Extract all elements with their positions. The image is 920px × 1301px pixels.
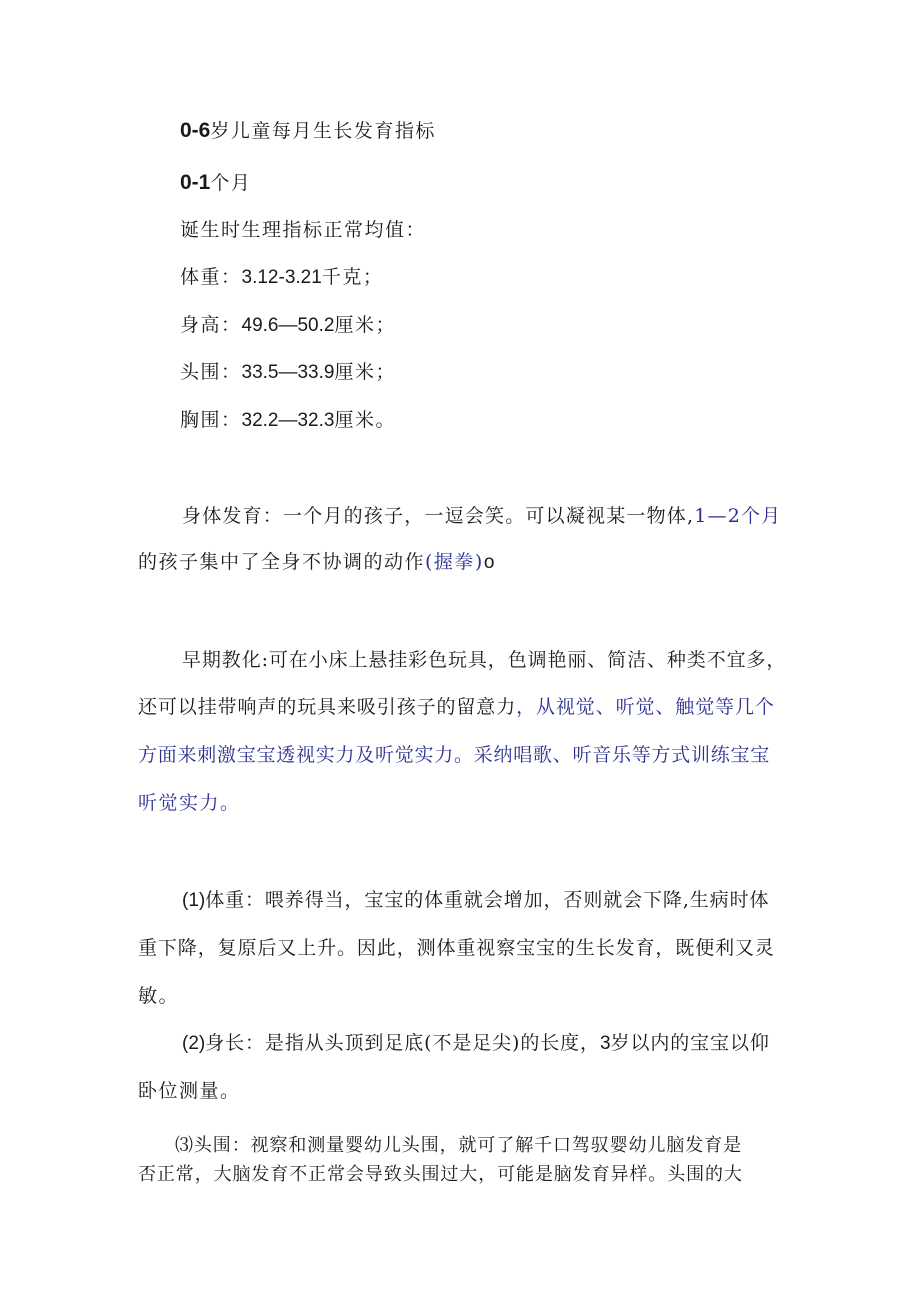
section-month-range: 0-1 <box>180 171 211 194</box>
vital-head-unit: 厘米； <box>334 361 396 383</box>
item-weight-line-1 <box>182 888 769 913</box>
vital-head-value: 33.5—33.9 <box>241 362 335 383</box>
physical-month-range: 1—2个月 <box>694 505 782 527</box>
item-length-age: 3 <box>599 1033 611 1054</box>
item-length-text: 身长：是指从头顶到足底(不是足尖)的长度， <box>205 1032 600 1054</box>
vitals-heading: 诞生时生理指标正常均值： <box>180 219 427 241</box>
vital-weight-unit: 千克； <box>321 266 384 288</box>
vital-height-unit: 厘米； <box>334 314 396 336</box>
physical-paragraph-line-1 <box>182 504 781 528</box>
document-title <box>180 119 436 143</box>
item-weight-number: (1) <box>182 890 206 911</box>
item-weight-line-3: 敏。 <box>138 985 180 1007</box>
vital-weight-value: 3.12-3.21 <box>241 267 322 288</box>
section-text: 个月 <box>210 172 252 194</box>
vital-chest-label: 胸围： <box>180 409 242 431</box>
vital-height <box>180 313 396 338</box>
item-head-line-1: ⑶头围：视察和测量婴幼儿头围，就可了解千口驾驭婴幼儿脑发育是 <box>175 1135 742 1156</box>
education-senses: ，从视觉、听觉、触觉等几个 <box>516 696 775 718</box>
vital-head <box>180 360 396 385</box>
item-weight-text: 体重：喂养得当，宝宝的体重就会增加，否则就会下降,生病时体 <box>205 889 770 911</box>
vital-chest-value: 32.2—32.3 <box>241 410 335 431</box>
education-text-2: 还可以挂带响声的玩具来吸引孩子的留意力 <box>138 696 517 718</box>
education-line-1: 早期教化:可在小床上悬挂彩色玩具，色调艳丽、简洁、种类不宜多， <box>182 649 787 671</box>
vital-height-value: 49.6—50.2 <box>241 315 335 336</box>
vital-chest-unit: 厘米。 <box>334 409 396 431</box>
physical-paragraph-line-2 <box>138 550 494 575</box>
item-length-line-1 <box>182 1031 770 1056</box>
item-length-line-2: 卧位测量。 <box>138 1080 241 1102</box>
education-line-2 <box>138 695 775 719</box>
title-age-range: 0-6 <box>180 119 211 142</box>
vital-weight <box>180 265 383 290</box>
physical-text-2: 的孩子集中了全身不协调的动作 <box>138 551 426 573</box>
education-line-3: 方面来刺激宝宝透视实力及听觉实力。采纳唱歌、听音乐等方式训练宝宝 <box>138 744 771 766</box>
item-length-number: (2) <box>182 1033 206 1054</box>
physical-text: 身体发育：一个月的孩子，一逗会笑。可以凝视某一物体, <box>182 505 695 527</box>
vital-head-label: 头围： <box>180 361 242 383</box>
vital-chest <box>180 408 396 433</box>
physical-tail: o <box>483 552 495 573</box>
physical-fist-note: (握拳) <box>425 551 484 573</box>
section-heading <box>180 171 251 195</box>
item-weight-line-2: 重下降，复原后又上升。因此，测体重视察宝宝的生长发育，既便利又灵 <box>138 937 775 959</box>
vital-weight-label: 体重： <box>180 266 242 288</box>
education-line-4: 听觉实力。 <box>138 792 241 814</box>
item-length-text-2: 岁以内的宝宝以仰 <box>610 1032 770 1054</box>
item-head-line-2: 否正常，大脑发育不正常会导致头围过大，可能是脑发育异样。头围的大 <box>138 1164 743 1185</box>
vital-height-label: 身高： <box>180 314 242 336</box>
title-text: 岁儿童每月生长发育指标 <box>210 120 436 142</box>
